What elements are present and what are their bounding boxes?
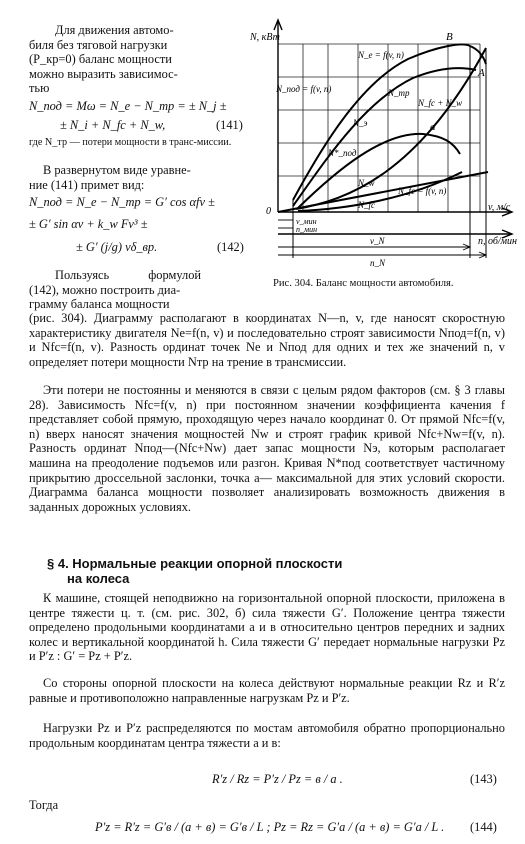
point-b-label: B — [446, 31, 453, 43]
n-min-label: n_мин — [296, 225, 318, 234]
curve-nfc-label: N_fc — [358, 200, 375, 210]
v-n-label: v_N — [370, 236, 385, 246]
power-balance-diagram — [248, 14, 520, 284]
section-paragraph-1: К машине, стоящей неподвижно на горизонтальной опорной плоскости, приложена в центре тяжести ц. т. (см. рис. 302, б) сила тяжести G′. Положение центра тяжести определено продольными координатами a и в относительно центров передних и задних колес и вертикальной координатой h. Сила тяжести G′ передает нормальные нагрузки Pz и P′z : G′ = Pz + P′z. — [29, 591, 505, 664]
v-min-label: v_мин — [296, 217, 317, 226]
equation-144: P′z = R′z = G′в / (a + в) = G′в / L ; Pz = Rz = G′a / (a + в) = G′a / L . — [95, 820, 445, 834]
section-paragraph-3: Нагрузки Pz и P′z распределяются по мостам автомобиля обратно пропорционально продольным координатам центра тяжести a и в: — [29, 721, 505, 750]
intro-line: Для движения автомо- — [55, 23, 174, 37]
section-heading — [47, 556, 342, 586]
n-n-label: n_N — [370, 258, 386, 268]
intro-line: (P_кр=0) баланс мощности — [29, 52, 172, 67]
expanded-paragraph — [29, 163, 255, 192]
note-141: где N_тр — потери мощности в транс-миссии. — [29, 137, 232, 148]
curve-npod-star — [298, 134, 460, 208]
diagram-intro-line: (142), можно построить диа- — [29, 282, 181, 297]
curve-nw-label: N_w — [358, 178, 375, 188]
figure-caption: Рис. 304. Баланс мощности автомобиля. — [273, 278, 454, 289]
equation-141-line1: N_под = Mω = N_e − N_тр = ± N_j ± — [29, 99, 227, 113]
equation-number-143: (143) — [470, 772, 497, 786]
diagram-intro-line: грамму баланса мощности — [29, 297, 170, 312]
curve-n3-label: N_э — [353, 118, 368, 128]
body-paragraph-1: (рис. 304). Диаграмму располагают в координатах N—n, v, где наносят скоростную характеристику двигателя Ne=f(n, v) и последовательно строят зависимости Nпод=f(n, v) и Nfc=f(n, v). Разность ординат точек Ne и Nпод для одних и тех же значений n, v определяет потери мощности Nтр на трение в трансмиссии. — [29, 311, 505, 369]
equation-143: R′z / Rz = P′z / Pz = в / a . — [212, 772, 343, 786]
y-axis-label: N, кВт — [250, 32, 280, 43]
section-heading-line: § 4. Нормальные реакции опорной плоскости — [47, 556, 343, 571]
curve-ntr-label: N_тр — [388, 88, 410, 98]
section-heading-line: на колеса — [67, 571, 130, 586]
equation-142-line3: ± G′ (j/g) vδ_вр. — [76, 240, 158, 254]
point-a-lower-label: a — [430, 121, 436, 133]
equation-number-142: (142) — [217, 240, 244, 254]
togda-word: Тогда — [29, 798, 59, 812]
expanded-line: ние (141) примет вид: — [29, 177, 145, 192]
curve-nfc-nw — [296, 48, 486, 209]
point-a-upper-label: A — [478, 67, 485, 79]
equation-number-144: (144) — [470, 820, 497, 834]
curve-nfc-line-label: N_fc = f(v, n) — [398, 186, 447, 196]
curve-ne-label: N_e = f(v, n) — [358, 50, 404, 60]
body-paragraph-2: Эти потери не постоянны и меняются в связи с целым рядом факторов (см. § 3 главы 28). Зависимость Nfc=f(v, n) при постоянном значении коэффициента качения f представляет собой прямую, проходящую через начало координат 0. От прямой Nfc=f(v, n) вверх наносят значения мощностей Nw и строят график кривой Nfc+Nw=f(v, n). Разность ординат Nпод—(Nfc+Nw) дает запас мощности Nэ, которым располагает машина на преодоление подъемов или разгон. Кривая N*под соответствует частичному прикрытию дроссельной заслонки, точка a— максимальной для этих условий скорости. Диаграмма баланса мощности позволяет анализировать возможность движения в заданных дорожных условиях. — [29, 383, 505, 514]
x-axis-v-label: v, м/с — [488, 202, 511, 213]
diagram-curves — [278, 45, 488, 212]
x-axis-n-label: n, об/мин — [478, 236, 518, 247]
intro-paragraph — [29, 23, 254, 96]
origin-label: 0 — [266, 206, 271, 217]
intro-line: можно выразить зависимос- — [29, 66, 178, 81]
curve-nfc-line — [278, 172, 488, 212]
equation-142-line2: ± G′ sin αv + k_w Fv³ ± — [29, 217, 148, 231]
diagram-drop-lines — [293, 46, 486, 258]
expanded-line: В развернутом виде уравне- — [43, 163, 191, 177]
curve-npod-label: N_под = f(v, n) — [276, 84, 332, 94]
diagram-labels — [249, 31, 517, 268]
intro-line: тью — [29, 81, 50, 96]
section-paragraph-2: Со стороны опорной плоскости на колеса действуют нормальные реакции Rz и R′z равные и противоположно направленные нагрузкам Pz и P′z. — [29, 676, 505, 705]
equation-142-line1: N_под = N_e − N_тр = G′ cos αfv ± — [29, 195, 215, 209]
equation-141-line2: ± N_i + N_fc + N_w, — [60, 118, 166, 132]
curve-npod-star-label: N*_под — [328, 148, 357, 158]
diagram-intro-paragraph — [29, 268, 255, 312]
intro-line: биля без тяговой нагрузки — [29, 37, 168, 52]
curve-nfc-nw-label: N_fc + N_w — [418, 98, 463, 108]
equation-number-141: (141) — [216, 118, 243, 132]
diagram-intro-line: Пользуясь формулой — [55, 268, 202, 282]
